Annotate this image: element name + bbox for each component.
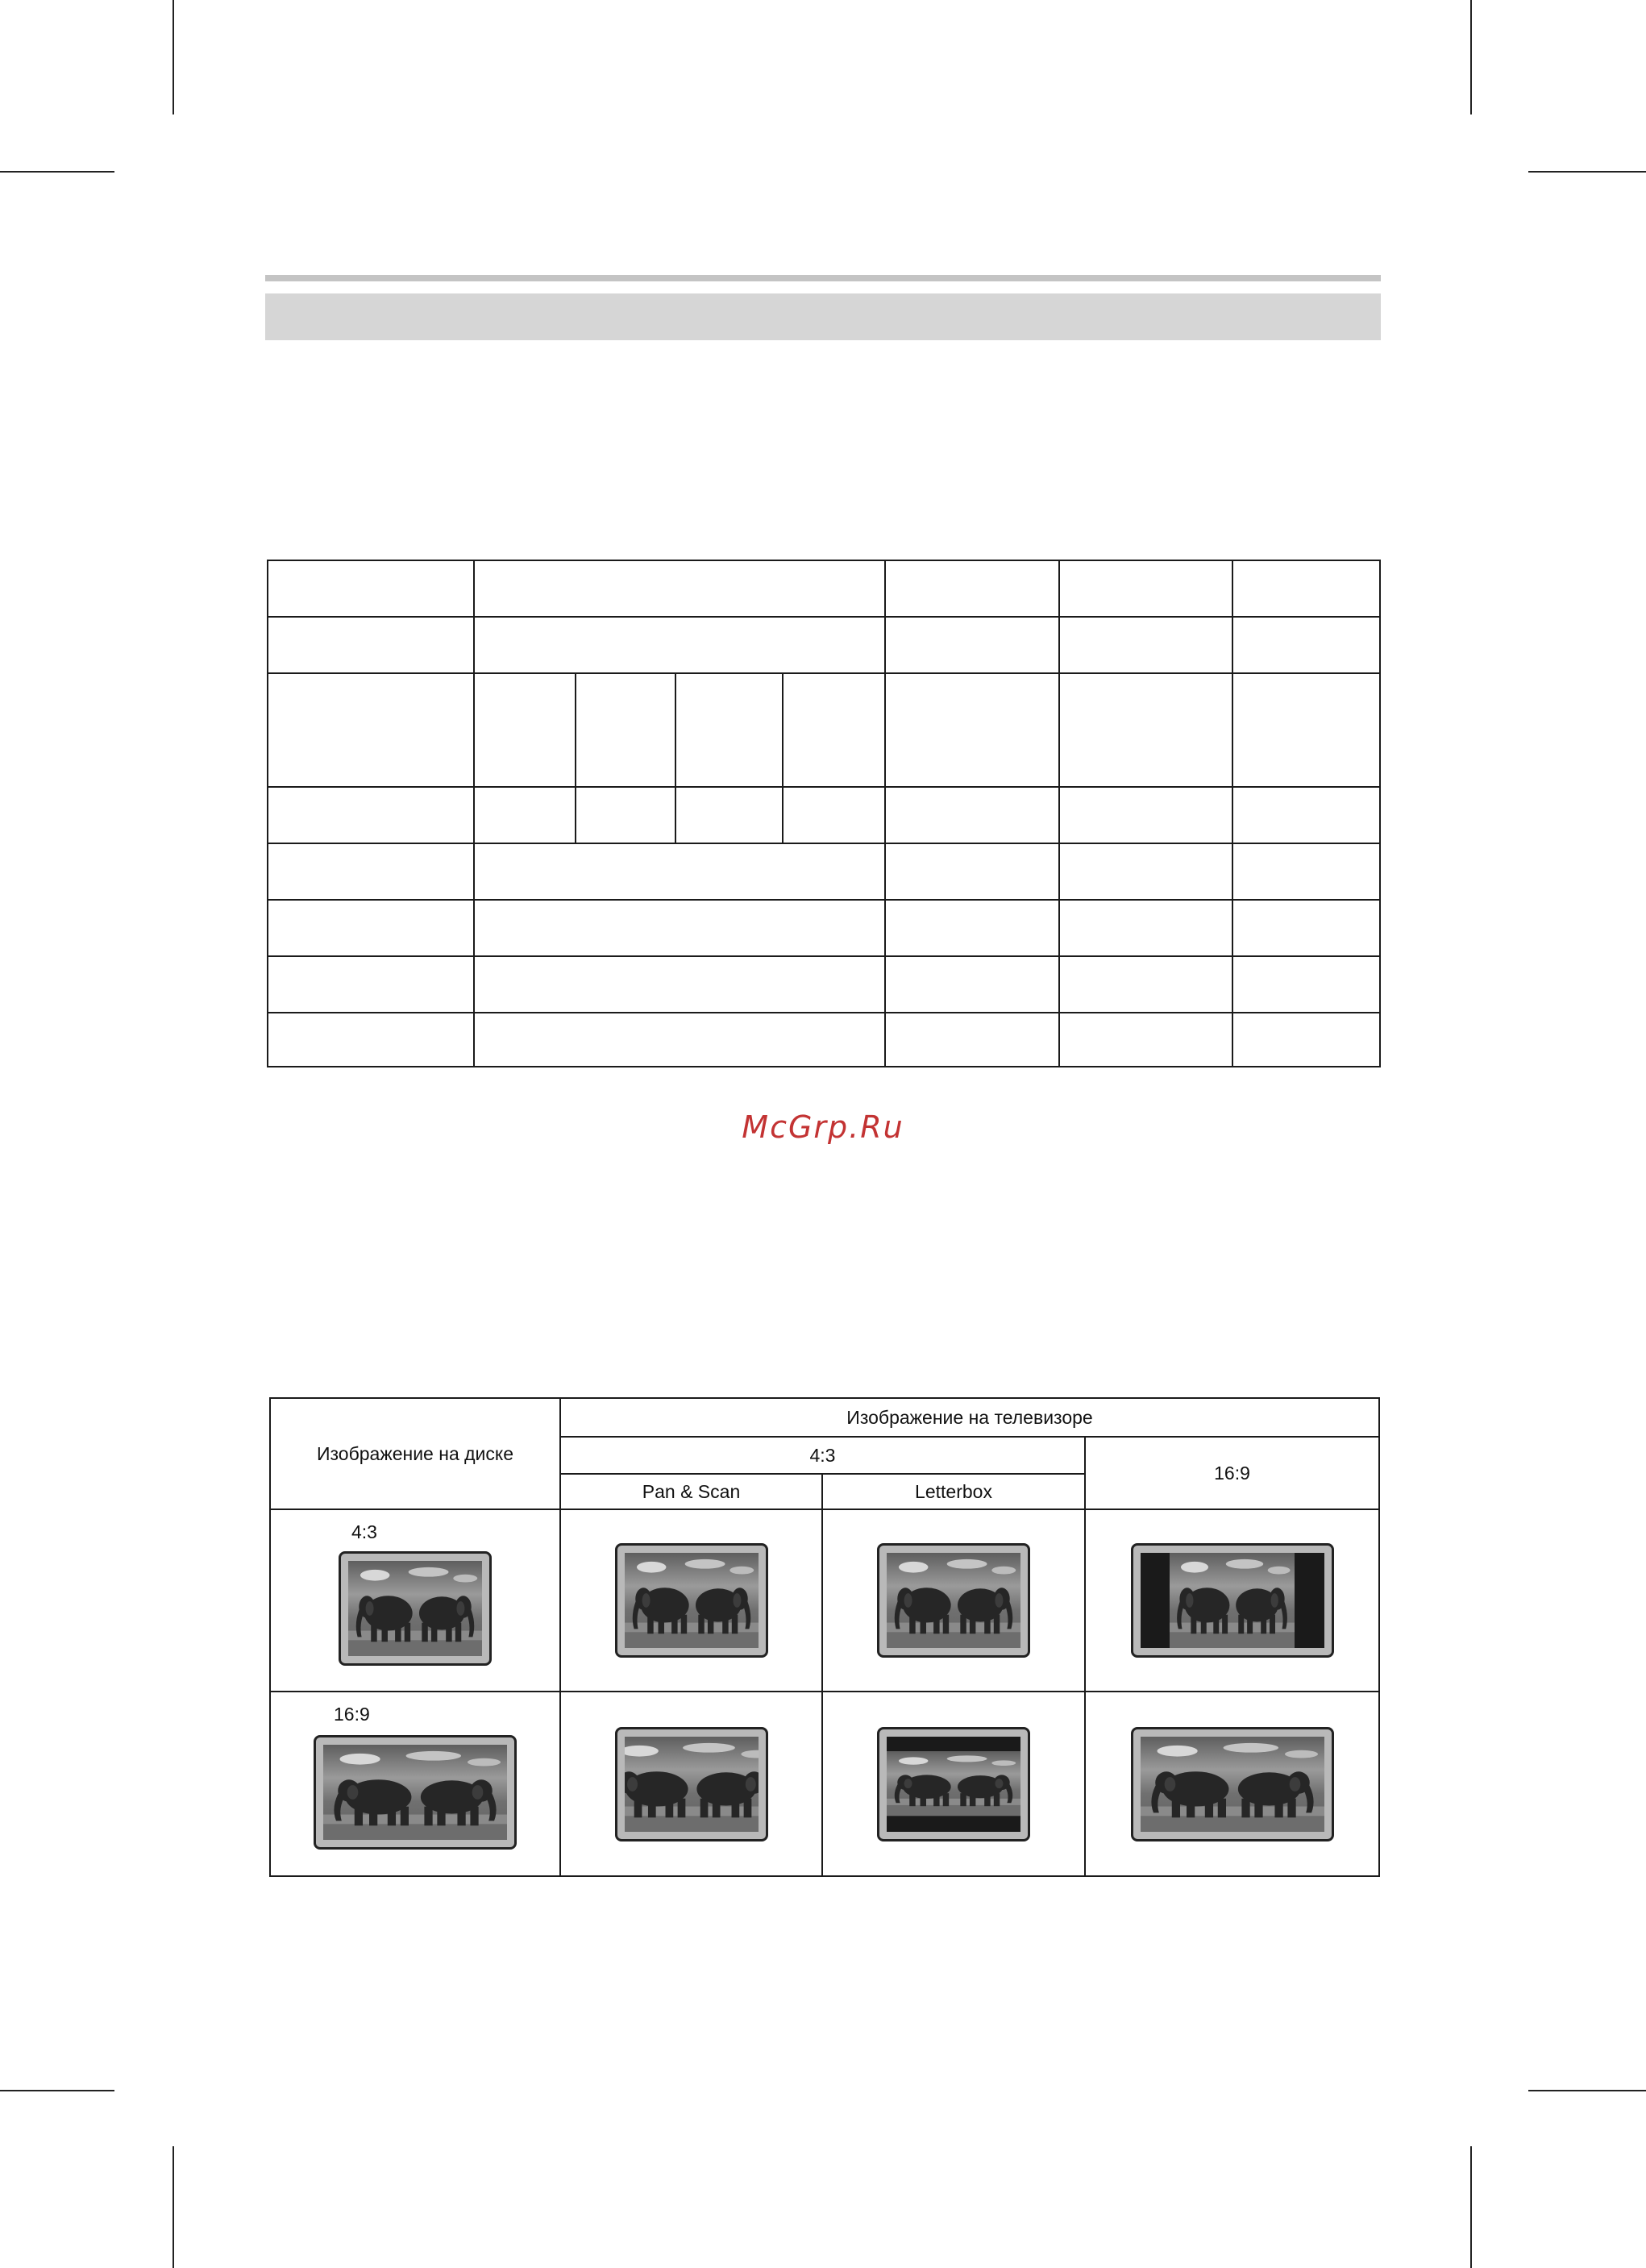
- spec-cell: [885, 956, 1059, 1013]
- spec-cell: [885, 787, 1059, 843]
- crop-mark-top-left-vertical: [172, 0, 174, 114]
- spec-cell: [1059, 900, 1232, 956]
- disc-4-3-cell: [270, 1509, 560, 1692]
- spec-cell: [1232, 560, 1380, 617]
- elephant-scene-image: [323, 1745, 507, 1840]
- row-label-4-3: 4:3: [351, 1521, 377, 1542]
- spec-cell: [1059, 617, 1232, 673]
- spec-table-row: [268, 843, 1380, 900]
- tv-frame: [339, 1551, 492, 1666]
- elephant-scene-image: [887, 1553, 1020, 1648]
- screen: [323, 1745, 507, 1840]
- spec-table-row: [268, 787, 1380, 843]
- row-label-16-9: 16:9: [334, 1704, 370, 1725]
- spec-cell: [1232, 1013, 1380, 1067]
- pan-scan-4-3-cell: [560, 1509, 822, 1692]
- spec-cell: [1232, 956, 1380, 1013]
- spec-cell: [474, 617, 885, 673]
- spec-cell: [1232, 843, 1380, 900]
- spec-cell: [1059, 787, 1232, 843]
- tv-frame: [1131, 1543, 1334, 1658]
- pan-scan-16-9-cell: [560, 1692, 822, 1876]
- spec-table-row: [268, 1013, 1380, 1067]
- spec-cell: [783, 673, 885, 787]
- crop-mark-bottom-right-horizontal: [1528, 2090, 1646, 2091]
- screen-pillarbox: [1141, 1553, 1324, 1648]
- spec-cell: [885, 617, 1059, 673]
- tv-frame: [877, 1727, 1030, 1841]
- spec-cell: [268, 900, 474, 956]
- spec-cell: [675, 673, 783, 787]
- crop-mark-bottom-left-horizontal: [0, 2090, 114, 2091]
- spec-cell: [1059, 1013, 1232, 1067]
- spec-cell: [675, 787, 783, 843]
- header-letterbox: Letterbox: [822, 1474, 1085, 1509]
- wide-4-3-cell: [1085, 1509, 1379, 1692]
- tv-frame: [1131, 1727, 1334, 1841]
- elephant-scene-image: [887, 1751, 1020, 1816]
- spec-cell: [474, 900, 885, 956]
- spec-cell: [474, 1013, 885, 1067]
- elephant-scene-image: [625, 1553, 759, 1648]
- spec-cell: [1059, 956, 1232, 1013]
- header-tv-image: Изображение на телевизоре: [560, 1398, 1379, 1437]
- screen: [1141, 1737, 1324, 1832]
- screen: [887, 1553, 1020, 1648]
- spec-table-row: [268, 673, 1380, 787]
- spec-table-row: [268, 900, 1380, 956]
- spec-cell: [576, 787, 675, 843]
- spec-cell: [1059, 560, 1232, 617]
- spec-table-row: [268, 617, 1380, 673]
- crop-mark-top-right-horizontal: [1528, 171, 1646, 173]
- header-band: [265, 293, 1381, 340]
- crop-mark-bottom-right-vertical: [1470, 2146, 1472, 2268]
- aspect-ratio-table: [269, 1397, 1380, 1877]
- screen: [348, 1561, 482, 1656]
- table-row: [270, 1692, 1379, 1876]
- crop-mark-bottom-left-vertical: [172, 2146, 174, 2268]
- spec-cell: [1059, 673, 1232, 787]
- spec-cell: [885, 900, 1059, 956]
- spec-cell: [885, 843, 1059, 900]
- elephant-scene-image: [1141, 1737, 1324, 1832]
- spec-cell: [885, 1013, 1059, 1067]
- wide-16-9-cell: [1085, 1692, 1379, 1876]
- spec-cell: [474, 956, 885, 1013]
- crop-mark-top-left-horizontal: [0, 171, 114, 173]
- elephant-scene-image: [625, 1737, 759, 1832]
- spec-cell: [1232, 900, 1380, 956]
- spec-table-row: [268, 956, 1380, 1013]
- screen: [625, 1737, 759, 1832]
- spec-cell: [474, 787, 576, 843]
- spec-cell: [268, 1013, 474, 1067]
- elephant-scene-image: [1170, 1553, 1295, 1648]
- spec-cell: [268, 617, 474, 673]
- letterbox-16-9-cell: [822, 1692, 1085, 1876]
- spec-cell: [268, 673, 474, 787]
- spec-cell: [268, 560, 474, 617]
- tv-frame: [314, 1735, 517, 1850]
- screen-letterbox: [887, 1737, 1020, 1832]
- header-pan-scan: Pan & Scan: [560, 1474, 822, 1509]
- spec-cell: [1232, 673, 1380, 787]
- disc-16-9-cell: [270, 1692, 560, 1876]
- header-4-3: 4:3: [560, 1437, 1085, 1474]
- watermark: McGrp.Ru: [742, 1109, 904, 1145]
- spec-cell: [474, 673, 576, 787]
- screen: [625, 1553, 759, 1648]
- spec-cell: [268, 787, 474, 843]
- spec-table-row: [268, 560, 1380, 617]
- spec-cell: [1232, 787, 1380, 843]
- spec-cell: [885, 560, 1059, 617]
- spec-cell: [268, 956, 474, 1013]
- header-disc-image: Изображение на диске: [270, 1398, 560, 1509]
- table-row: [270, 1509, 1379, 1692]
- tv-frame: [615, 1727, 768, 1841]
- spec-cell: [1232, 617, 1380, 673]
- crop-mark-top-right-vertical: [1470, 0, 1472, 114]
- tv-frame: [877, 1543, 1030, 1658]
- header-rule: [265, 275, 1381, 281]
- header-16-9: 16:9: [1085, 1437, 1379, 1509]
- tv-frame: [615, 1543, 768, 1658]
- letterbox-4-3-cell: [822, 1509, 1085, 1692]
- spec-cell: [268, 843, 474, 900]
- elephant-scene-image: [348, 1561, 482, 1656]
- spec-cell: [474, 560, 885, 617]
- spec-table: [267, 560, 1381, 1067]
- spec-cell: [474, 843, 885, 900]
- spec-cell: [885, 673, 1059, 787]
- spec-cell: [1059, 843, 1232, 900]
- spec-cell: [576, 673, 675, 787]
- spec-cell: [783, 787, 885, 843]
